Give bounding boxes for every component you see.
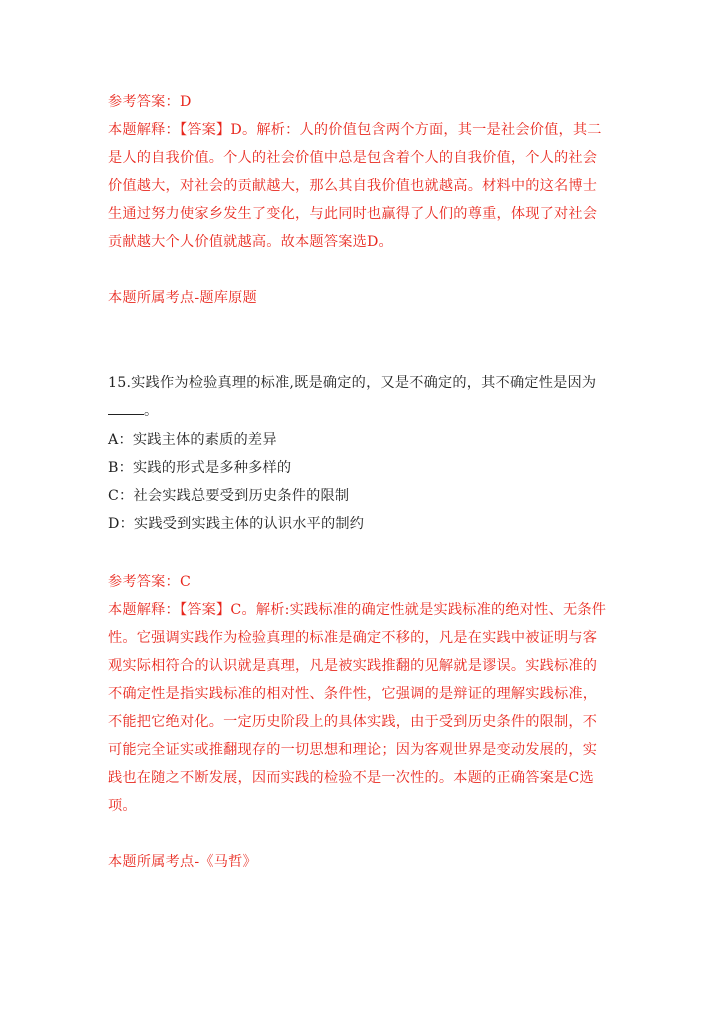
explanation-line: 本题解释：【答案】C。解析:实践标准的确定性就是实践标准的绝对性、无条件: [108, 602, 607, 618]
explanation-line: 价值越大，对社会的贡献越大，那么其自我价值也就越高。材料中的这名博士: [108, 178, 598, 194]
explanation-line: 本题解释：【答案】D。解析：人的价值包含两个方面，其一是社会价值，其二: [108, 122, 602, 138]
explanation-line: 是人的自我价值。个人的社会价值中总是包含着个人的自我价值，个人的社会: [108, 150, 598, 166]
question-15: [108, 373, 618, 543]
explanation-line: 观实际相符合的认识就是真理，凡是被实践推翻的见解就是谬误。实践标准的: [108, 658, 598, 674]
explanation-line: 贡献越大个人价值就越高。故本题答案选D。: [108, 234, 393, 250]
option-b: B：实践的形式是多种多样的: [108, 460, 292, 476]
option-d: D：实践受到实践主体的认识水平的制约: [108, 516, 365, 532]
answer-section-previous: [108, 92, 618, 312]
question-stem: 15.实践作为检验真理的标准,既是确定的，又是不确定的，其不确定性是因为: [108, 375, 597, 391]
topic-label: 本题所属考点-《马哲》: [108, 854, 257, 870]
explanation-line: 可能完全证实或推翻现存的一切思想和理论；因为客观世界是变动发展的，实: [108, 742, 598, 758]
topic-label: 本题所属考点-题库原题: [108, 290, 257, 306]
question-stem-blank-line: [108, 401, 158, 421]
explanation-line: 不能把它绝对化。一定历史阶段上的具体实践，由于受到历史条件的限制，不: [108, 714, 598, 730]
explanation-line: 践也在随之不断发展，因而实践的检验不是一次性的。本题的正确答案是C选: [108, 770, 594, 786]
option-a: A：实践主体的素质的差异: [108, 432, 277, 448]
answer-label: 参考答案：C: [108, 574, 191, 590]
answer-label: 参考答案：D: [108, 94, 192, 110]
explanation-line: 生通过努力使家乡发生了变化，与此同时也赢得了人们的尊重，体现了对社会: [108, 206, 598, 222]
explanation-line: 性。它强调实践作为检验真理的标准是确定不移的，凡是在实践中被证明与客: [108, 630, 598, 646]
option-c: C：社会实践总要受到历史条件的限制: [108, 488, 350, 504]
answer-blank: [108, 402, 144, 415]
explanation-line: 项。: [108, 798, 137, 814]
question-stem-end: 。: [144, 403, 159, 419]
explanation-line: 不确定性是指实践标准的相对性、条件性，它强调的是辩证的理解实践标准，: [108, 686, 598, 702]
answer-section-15: [108, 572, 618, 872]
